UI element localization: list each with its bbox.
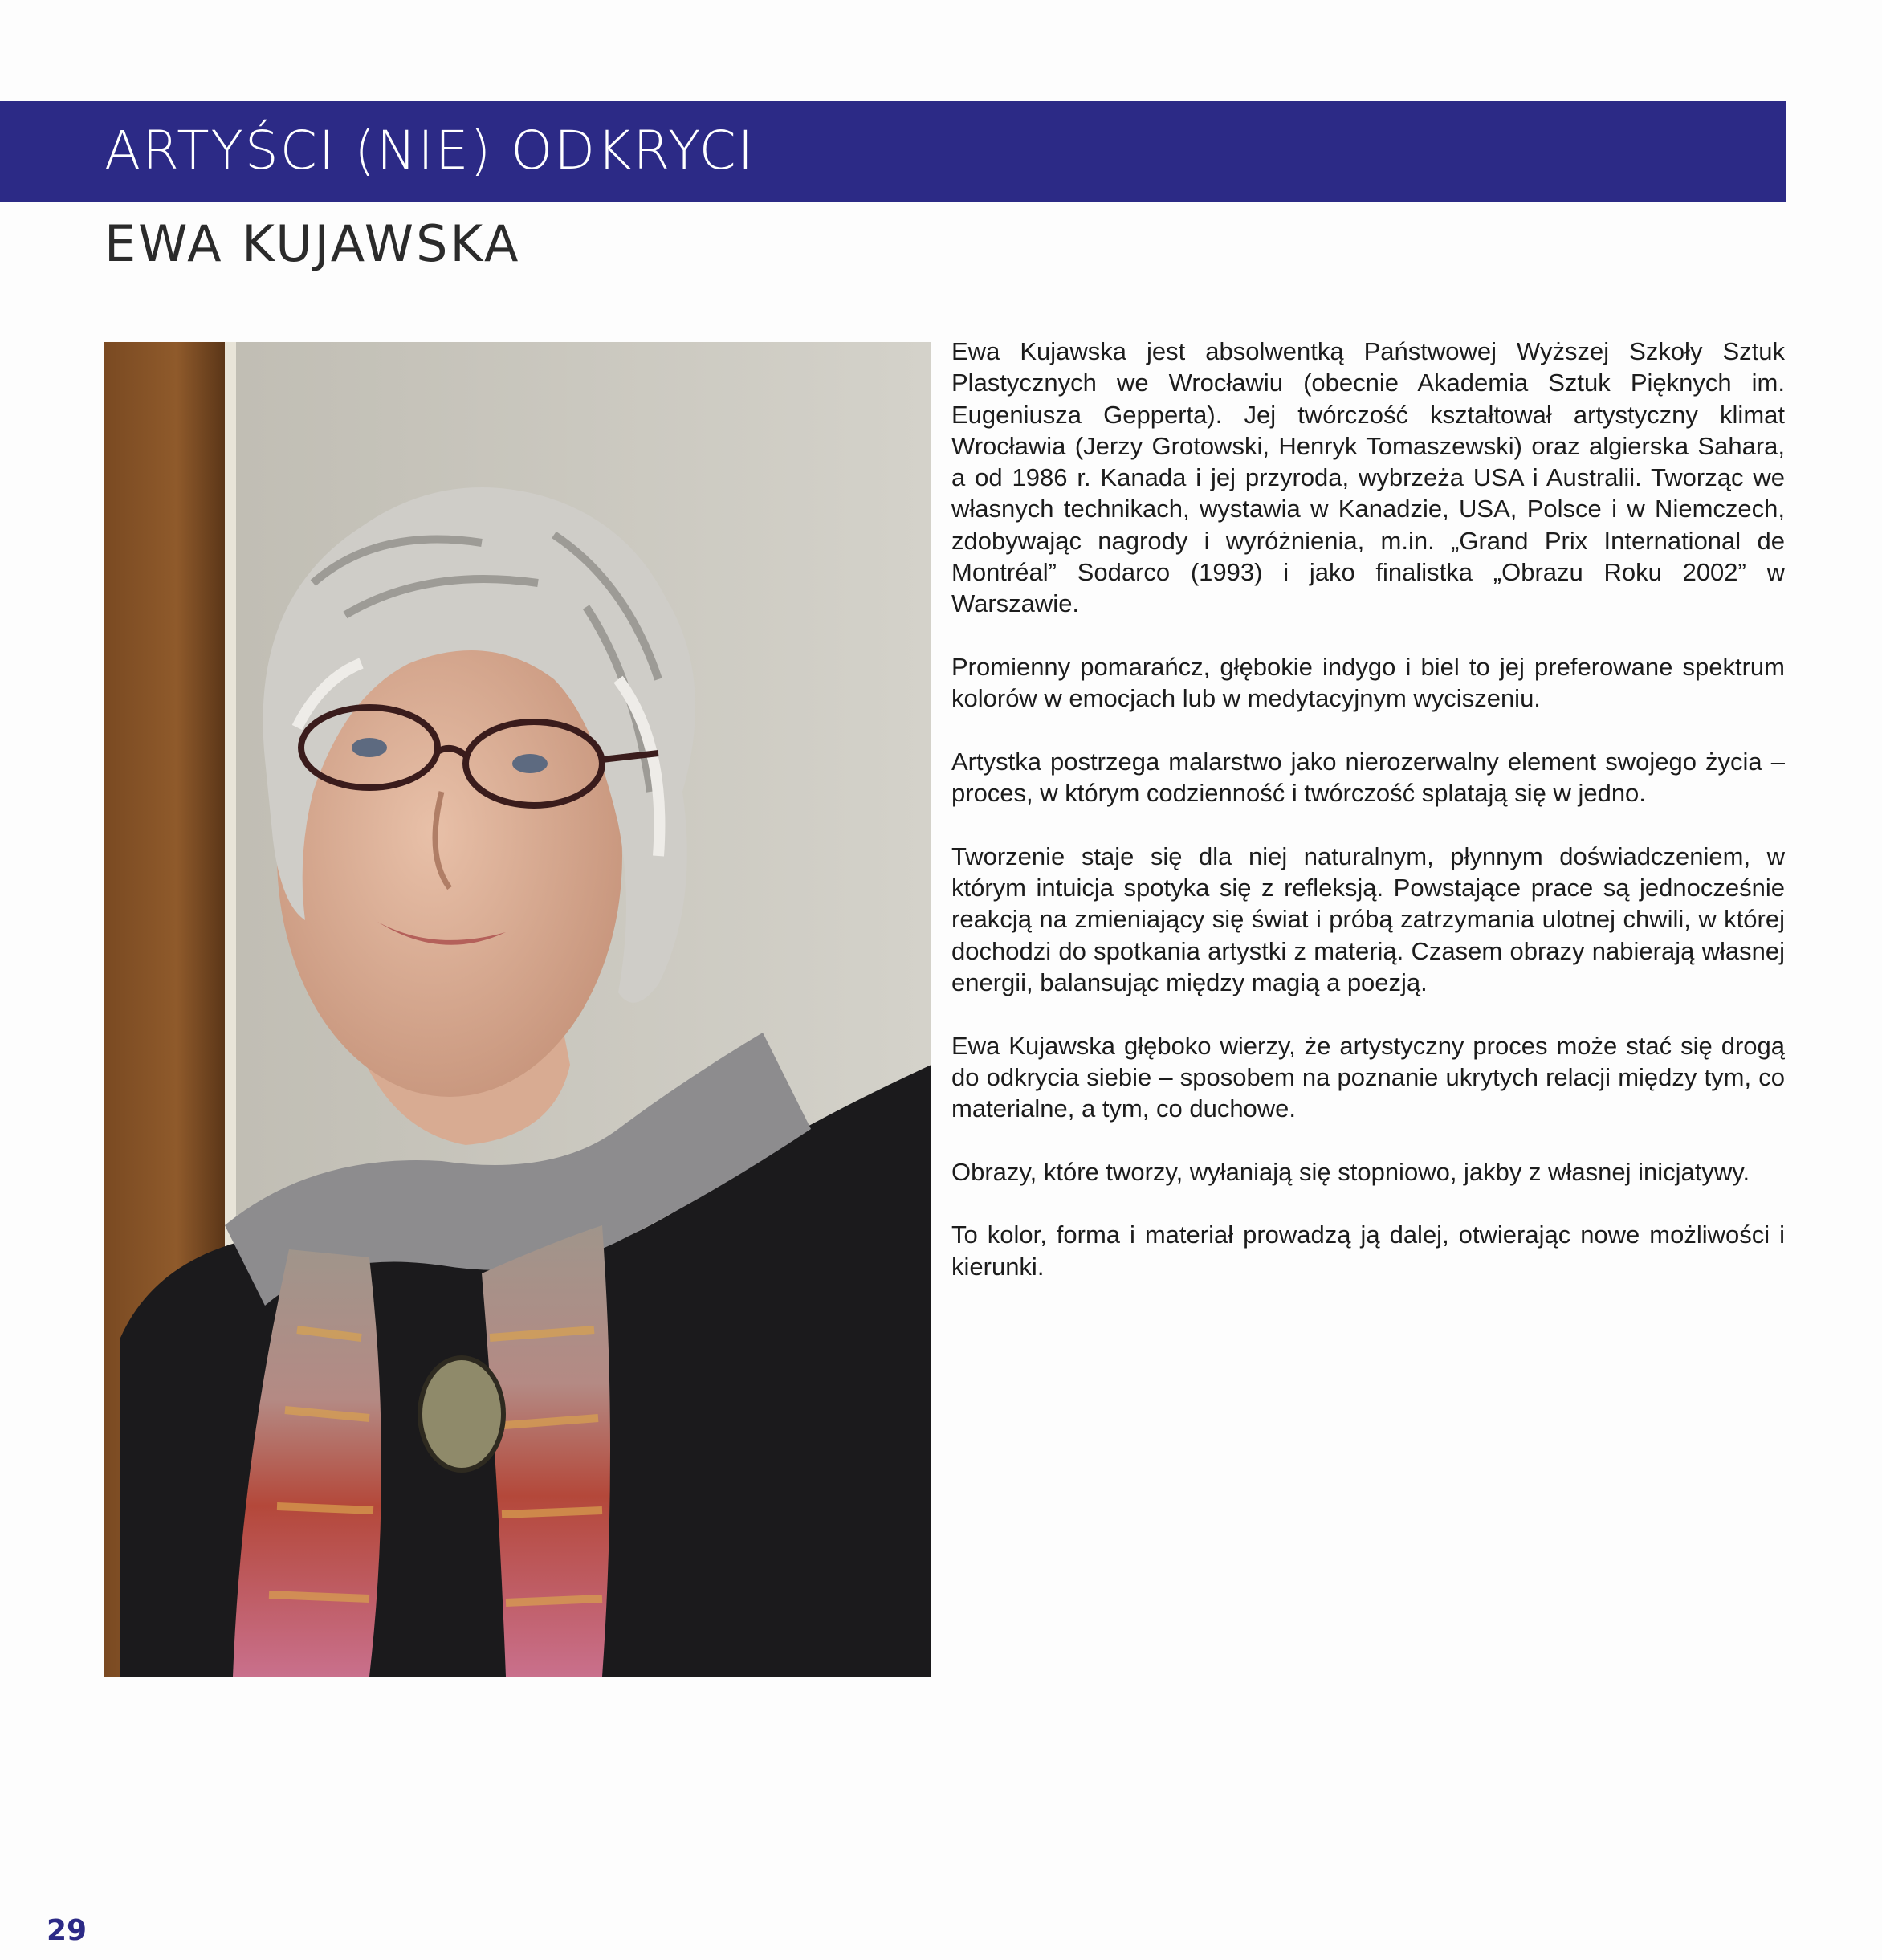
bio-paragraph: Tworzenie staje się dla niej naturalnym, płynnym doświadczeniem, w którym intuicja spotyka się z refleksją. Powstające prace są jednocześnie reakcją na zmieniający się świat i próbą zatrzymania ulotnej chwili, w której dochodzi do spotkania artystki z materią. Czasem obrazy nabierają własnej energii, balansując między magią a poezją. bbox=[951, 841, 1785, 996]
bio-paragraph: Artystka postrzega malarstwo jako nierozerwalny element swojego życia – proces, w którym codzienność i twórczość splatają się w jedno. bbox=[951, 747, 1785, 808]
artist-biography bbox=[951, 336, 1785, 1314]
bio-paragraph: Obrazy, które tworzy, wyłaniają się stopniowo, jakby z własnej inicjatywy. bbox=[951, 1157, 1750, 1186]
page-number: 29 bbox=[47, 1914, 88, 1947]
artist-name: EWA KUJAWSKA bbox=[104, 214, 521, 273]
artist-portrait-photo bbox=[104, 342, 931, 1677]
bio-paragraph: To kolor, forma i materiał prowadzą ją dalej, otwierając nowe możliwości i kierunki. bbox=[951, 1220, 1785, 1281]
bio-paragraph: Ewa Kujawska jest absolwentką Państwowej Wyższej Szkoły Sztuk Plastycznych we Wrocławiu (obecnie Akademia Sztuk Pięknych im. Eugeniusza Gepperta). Jej twórczość kształtował artystyczny klimat Wrocławia (Jerzy Grotowski, Henryk Tomaszewski) oraz algierska Sahara, a od 1986 r. Kanada i jej przyroda, wybrzeża USA i Australii. Tworząc we własnych technikach, wystawia w Kanadzie, USA, Polsce i w Niemczech, zdobywając nagrody i wyróżnienia, m.in. „Grand Prix International de Montréal” Sodarco (1993) i jako finalistka „Obrazu Roku 2002” w Warszawie. bbox=[951, 337, 1785, 618]
bio-paragraph: Promienny pomarańcz, głębokie indygo i biel to jej preferowane spektrum kolorów w emocjach lub w medytacyjnym wyciszeniu. bbox=[951, 652, 1785, 713]
section-title: ARTYŚCI (NIE) ODKRYCI bbox=[104, 120, 756, 181]
bio-paragraph: Ewa Kujawska głęboko wierzy, że artystyczny proces może stać się drogą do odkrycia siebie – sposobem na poznanie ukrytych relacji między tym, co materialne, a tym, co duchowe. bbox=[951, 1031, 1785, 1123]
